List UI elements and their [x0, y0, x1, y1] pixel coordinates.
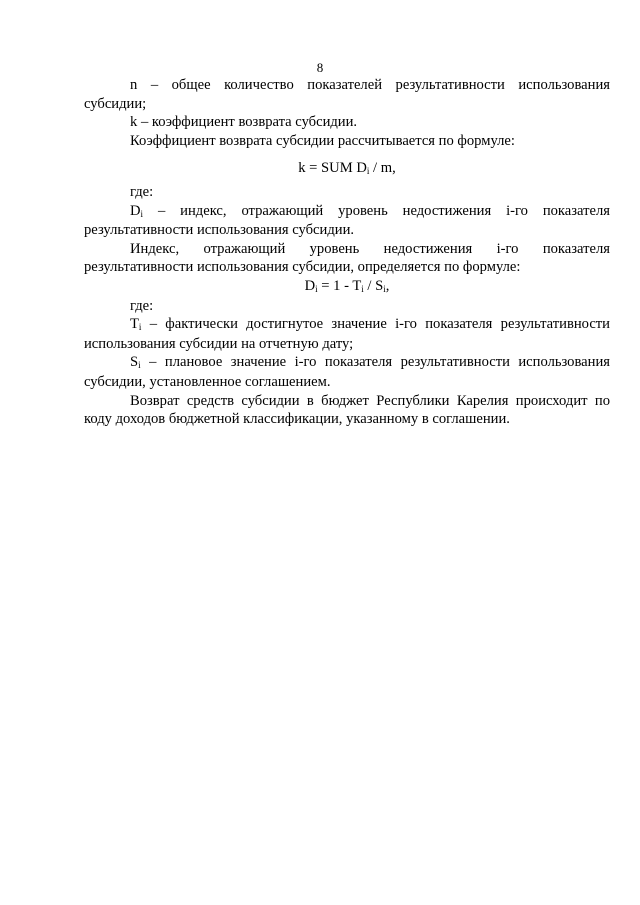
paragraph-text: где:: [130, 183, 154, 200]
paragraph-formula-intro: [84, 132, 610, 151]
paragraph-text: – индекс, отражающий уровень недостижения i-го показателя результативности использования субсидии.: [84, 202, 610, 239]
formula-subscript: i: [383, 283, 386, 294]
paragraph-text: Возврат средств субсидии в бюджет Республики Карелия происходит по коду доходов бюджетной классификации, указанному в соглашении.: [84, 392, 610, 428]
paragraph-text: – коэффициент возврата субсидии.: [137, 114, 358, 131]
formula-di: [84, 277, 610, 297]
paragraph-text: Индекс, отражающий уровень недостижения i-го показателя результативности использования субсидии, определяется по формуле:: [84, 240, 610, 276]
paragraph-index-intro: [84, 240, 610, 277]
paragraph-text: где:: [130, 297, 154, 314]
paragraph-text: – фактически достигнутое значение i-го показателя результативности использования субсидии на отчетную дату;: [84, 316, 610, 352]
formula-subscript: i: [315, 283, 318, 294]
variable-subscript: i: [138, 360, 141, 371]
variable-s: S: [130, 354, 139, 371]
formula-part: / m,: [369, 160, 396, 177]
formula-part: ,: [385, 277, 390, 294]
paragraph-text: – плановое значение i-го показателя результативности использования субсидии, установленное соглашением.: [84, 354, 610, 390]
paragraph-return-funds: [84, 392, 610, 429]
formula-subscript: i: [361, 283, 364, 294]
paragraph-ti-definition: [84, 315, 610, 353]
page-number: 8: [316, 60, 324, 75]
paragraph-k-definition: [84, 113, 610, 132]
formula-part: D: [304, 277, 316, 294]
formula-part: / S: [363, 277, 384, 294]
variable-subscript: i: [138, 322, 142, 333]
formula-subscript: i: [366, 166, 370, 177]
paragraph-n-definition: [84, 76, 610, 113]
variable-k: k: [130, 114, 138, 131]
paragraph-text: – общее количество показателей результативности использования субсидии;: [84, 77, 610, 112]
formula-part: k = SUM D: [298, 160, 367, 177]
variable-n: n: [130, 77, 138, 93]
document-body: [84, 76, 610, 429]
paragraph-text: Коэффициент возврата субсидии рассчитывается по формуле:: [130, 132, 515, 149]
paragraph-di-definition: [84, 202, 610, 240]
variable-subscript: i: [140, 208, 144, 219]
formula-k: [84, 159, 610, 179]
paragraph-where-2: [84, 297, 610, 316]
variable-d: D: [130, 202, 141, 219]
formula-part: = 1 - T: [317, 277, 362, 294]
paragraph-where-1: [84, 183, 610, 202]
paragraph-si-definition: [84, 353, 610, 391]
variable-t: T: [130, 316, 139, 333]
